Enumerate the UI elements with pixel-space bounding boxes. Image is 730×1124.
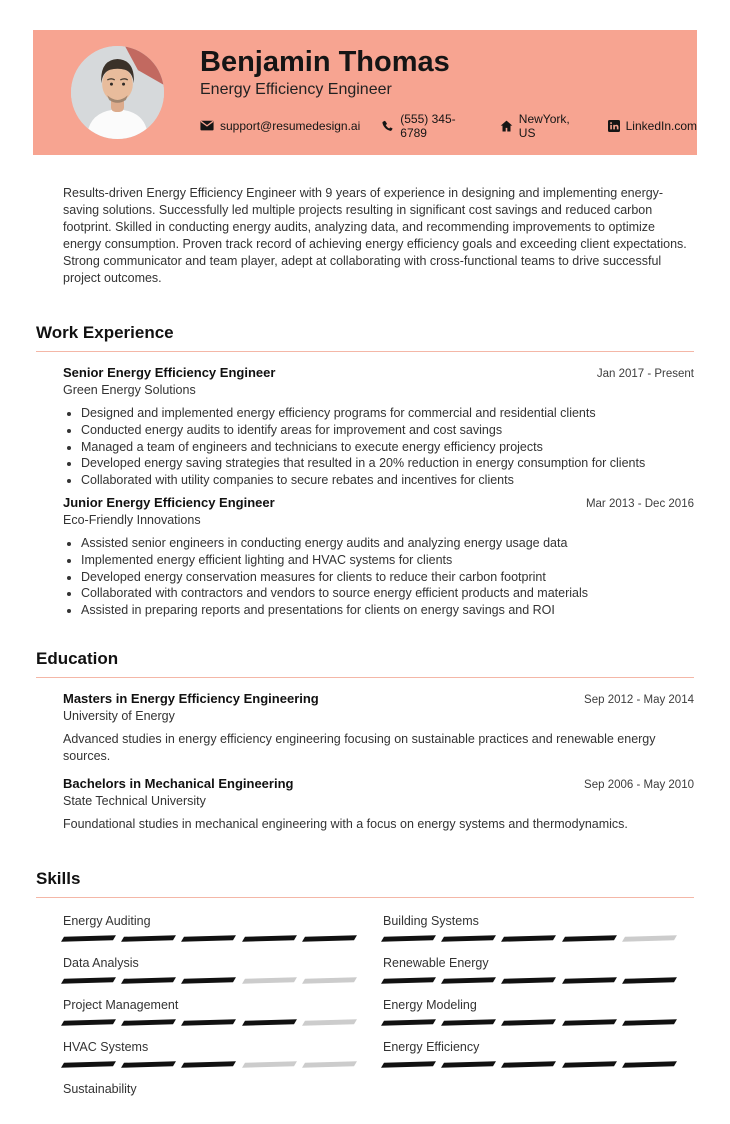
skill-segment-filled [441, 935, 496, 942]
skill-segment-filled [622, 977, 677, 984]
bullet-item: • Collaborated with contractors and vendors to source energy efficient products and materials [81, 585, 694, 602]
skill-segment-empty [242, 1061, 297, 1068]
skill-segment-filled [242, 1019, 297, 1026]
contact-email-text: support@resumedesign.ai [220, 118, 361, 133]
skill-segment-filled [441, 977, 496, 984]
skills-heading: Skills [36, 868, 81, 888]
degree-school: University of Energy [63, 708, 175, 723]
education-heading: Education [36, 648, 119, 668]
skill-item [383, 998, 675, 1026]
skill-segment-empty [622, 935, 677, 942]
person-name: Benjamin Thomas [200, 45, 450, 78]
linkedin-icon [608, 120, 620, 132]
skill-segment-filled [562, 977, 617, 984]
phone-icon [382, 120, 394, 132]
bullet-item: • Implemented energy efficient lighting and HVAC systems for clients [81, 552, 694, 569]
resume-header [33, 30, 697, 155]
bullet-item: • Developed energy saving strategies that resulted in a 20% reduction in energy consumption for clients [81, 455, 694, 472]
degree-dates: Sep 2006 - May 2010 [584, 778, 694, 791]
contact-email[interactable] [200, 119, 360, 133]
skill-segment-filled [441, 1061, 496, 1068]
skill-segment-filled [61, 1019, 116, 1026]
skill-level-bar [63, 1020, 355, 1026]
contact-phone-text: (555) 345-6789 [400, 111, 456, 140]
skill-segment-filled [61, 935, 116, 942]
skill-name: Sustainability [63, 1081, 137, 1096]
section-divider [36, 897, 694, 898]
skill-name: Data Analysis [63, 955, 139, 970]
job-bullets [63, 405, 694, 489]
skill-segment-filled [501, 1061, 556, 1068]
skill-item [383, 956, 675, 984]
skill-name: Energy Modeling [383, 997, 477, 1012]
skill-level-bar [383, 1062, 675, 1068]
skill-item [383, 914, 675, 942]
job-entry [63, 365, 694, 489]
contact-location [500, 112, 586, 140]
skill-segment-filled [622, 1061, 677, 1068]
skill-segment-filled [441, 1019, 496, 1026]
skill-item [63, 1040, 355, 1068]
skills-column-right [383, 914, 675, 1124]
job-title: Junior Energy Efficiency Engineer [63, 494, 275, 510]
contact-location-text: NewYork, US [518, 111, 570, 140]
skill-level-bar [63, 978, 355, 984]
bullet-item: • Assisted senior engineers in conducting energy audits and analyzing energy usage data [81, 535, 694, 552]
bullet-item: • Collaborated with utility companies to secure rebates and incentives for clients [81, 472, 694, 489]
skill-segment-filled [381, 935, 436, 942]
skill-level-bar [383, 1020, 675, 1026]
job-dates: Jan 2017 - Present [596, 368, 694, 380]
skill-item [63, 998, 355, 1026]
job-company: Eco-Friendly Innovations [63, 512, 201, 527]
contact-row [200, 112, 697, 140]
skill-item [63, 914, 355, 942]
skill-segment-filled [121, 1061, 176, 1068]
skill-segment-filled [501, 935, 556, 942]
degree-dates: Sep 2012 - May 2014 [584, 693, 694, 706]
skill-name: Building Systems [383, 913, 479, 928]
home-icon [500, 120, 513, 132]
skill-segment-filled [121, 935, 176, 942]
education-entry [63, 776, 694, 833]
skill-segment-filled [381, 977, 436, 984]
degree-description: Foundational studies in mechanical engineering with a focus on energy systems and thermodynamics. [63, 816, 628, 831]
skill-name: HVAC Systems [63, 1039, 149, 1054]
person-job-title: Energy Efficiency Engineer [200, 80, 392, 98]
skill-item [63, 956, 355, 984]
skill-name: Energy Auditing [63, 913, 151, 928]
education-entry [63, 691, 694, 765]
skill-level-bar [63, 936, 355, 942]
skill-segment-filled [181, 977, 236, 984]
skill-segment-filled [181, 1061, 236, 1068]
skills-column-left [63, 914, 355, 1124]
job-bullets [63, 535, 694, 619]
email-icon [200, 120, 214, 131]
skill-segment-filled [622, 1019, 677, 1026]
job-entry [63, 495, 694, 619]
skill-segment-filled [302, 935, 357, 942]
work-experience-heading: Work Experience [36, 323, 174, 342]
contact-linkedin[interactable] [608, 119, 697, 133]
header-text [200, 46, 697, 140]
job-title: Senior Energy Efficiency Engineer [63, 365, 276, 380]
bullet-item: • Conducted energy audits to identify areas for improvement and cost savings [81, 422, 694, 439]
skill-segment-empty [242, 977, 297, 984]
bullet-item: • Designed and implemented energy efficiency programs for commercial and residential clients [81, 405, 694, 422]
skill-segment-filled [562, 935, 617, 942]
skill-segment-filled [181, 1019, 236, 1026]
skill-segment-empty [302, 1061, 357, 1068]
skill-segment-filled [501, 1019, 556, 1026]
bullet-item: • Developed energy conservation measures for clients to reduce their carbon footprint [81, 569, 694, 586]
resume-body [0, 185, 730, 1124]
job-dates: Mar 2013 - Dec 2016 [585, 497, 694, 510]
summary-paragraph: Results-driven Energy Efficiency Engineer with 9 years of experience in designing and implementing energy-saving solutions. Successfully led multiple projects resulting in significant cost savings and reduced carbon footprint. Skilled in conducting energy audits, analyzing data, and recommending improvements to optimize energy consumption. Proven track record of achieving energy efficiency goals and exceeding client expectations. Strong communicator and team player, adept at collaborating with cross-functional teams to drive successful project outcomes. [63, 186, 687, 285]
skill-segment-filled [242, 935, 297, 942]
skills-grid [63, 914, 694, 1124]
skill-level-bar [63, 1062, 355, 1068]
skill-name: Renewable Energy [383, 955, 489, 970]
skill-segment-filled [61, 977, 116, 984]
skill-level-bar [63, 1104, 355, 1110]
skill-level-bar [383, 978, 675, 984]
skill-segment-filled [61, 1061, 116, 1068]
avatar [71, 46, 164, 139]
skill-level-bar [383, 936, 675, 942]
skill-segment-filled [381, 1061, 436, 1068]
skill-segment-filled [501, 977, 556, 984]
bullet-item: • Assisted in preparing reports and presentations for clients on energy savings and ROI [81, 602, 694, 619]
degree-title: Bachelors in Mechanical Engineering [63, 775, 294, 791]
contact-linkedin-text: LinkedIn.com [625, 118, 697, 133]
section-divider [36, 677, 694, 678]
skill-segment-filled [121, 977, 176, 984]
bullet-item: • Managed a team of engineers and technicians to execute energy efficiency projects [81, 439, 694, 456]
degree-description: Advanced studies in energy efficiency engineering focusing on sustainable practices and renewable energy sources. [63, 731, 656, 763]
resume-page [0, 30, 730, 1096]
job-company: Green Energy Solutions [63, 383, 196, 397]
contact-phone [382, 112, 478, 140]
degree-title: Masters in Energy Efficiency Engineering [63, 690, 319, 706]
skill-segment-filled [181, 935, 236, 942]
skill-segment-empty [302, 977, 357, 984]
skill-segment-filled [562, 1019, 617, 1026]
skill-segment-filled [562, 1061, 617, 1068]
skill-segment-filled [381, 1019, 436, 1026]
skill-segment-filled [121, 1019, 176, 1026]
skill-item [383, 1040, 675, 1068]
skill-name: Energy Efficiency [383, 1039, 480, 1054]
skill-item [63, 1082, 355, 1110]
skill-segment-empty [302, 1019, 357, 1026]
skill-name: Project Management [63, 997, 179, 1012]
section-divider [36, 351, 694, 352]
degree-school: State Technical University [63, 793, 206, 808]
